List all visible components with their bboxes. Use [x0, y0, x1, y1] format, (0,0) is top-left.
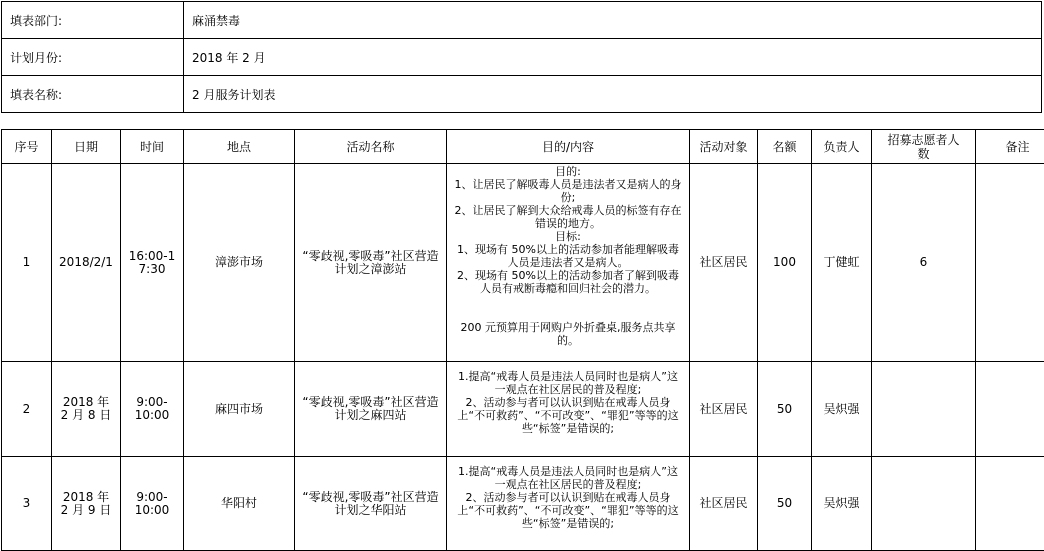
row-time	[121, 362, 184, 457]
table-row	[2, 362, 1044, 457]
row-note	[976, 457, 1044, 551]
form-name-label: 填表名称:	[2, 76, 184, 113]
row-seq: 2	[2, 362, 52, 457]
row-date-text: 2018 年 2 月 9 日	[52, 491, 120, 517]
row-time-text: 9:00-10:00	[121, 396, 183, 422]
content-line: 目标:	[453, 230, 683, 243]
row-note	[976, 362, 1044, 457]
header-date: 日期	[52, 130, 121, 164]
row-activity-text: “零歧视,零吸毒”社区营造计划之麻四站	[295, 396, 446, 422]
dept-value: 麻涌禁毒	[184, 2, 1042, 39]
header-volunteers-text: 招募志愿者人数	[872, 133, 975, 161]
form-name-row	[2, 76, 1042, 113]
row-quota: 50	[758, 362, 812, 457]
header-volunteers	[872, 130, 976, 164]
content-line: 2、活动参与者可以认识到贴在戒毒人员身上“不可救药”、“不可改变”、“罪犯”等等的这些“标签”是错误的;	[453, 491, 683, 530]
content-line: 1、现场有 50%以上的活动参加者能理解吸毒人员是违法者又是病人。	[453, 243, 683, 269]
row-target: 社区居民	[690, 457, 758, 551]
content-line: 1.提高“戒毒人员是违法人员同时也是病人”这一观点在社区居民的普及程度;	[453, 465, 683, 491]
row-target: 社区居民	[690, 164, 758, 362]
row-activity	[295, 164, 447, 362]
row-place: 华阳村	[184, 457, 295, 551]
row-time	[121, 457, 184, 551]
table-row	[2, 164, 1044, 362]
info-table	[1, 1, 1042, 113]
header-quota: 名额	[758, 130, 812, 164]
month-row	[2, 39, 1042, 76]
row-date	[52, 362, 121, 457]
form-name-value: 2 月服务计划表	[184, 76, 1042, 113]
dept-label: 填表部门:	[2, 2, 184, 39]
row-volunteers: 6	[872, 164, 976, 362]
row-date-text: 2018 年 2 月 8 日	[52, 396, 120, 422]
row-time-text: 9:00-10:00	[121, 491, 183, 517]
plan-table	[1, 129, 1044, 551]
row-seq: 1	[2, 164, 52, 362]
table-row	[2, 457, 1044, 551]
header-time: 时间	[121, 130, 184, 164]
row-activity-text: “零歧视,零吸毒”社区营造计划之华阳站	[295, 491, 446, 517]
row-note	[976, 164, 1044, 362]
content-line: 目的:	[453, 165, 683, 178]
row-place: 麻四市场	[184, 362, 295, 457]
row-quota: 100	[758, 164, 812, 362]
header-seq: 序号	[2, 130, 52, 164]
row-time-text: 16:00-17:30	[121, 250, 183, 276]
row-volunteers	[872, 362, 976, 457]
header-target-text: 活动对象	[690, 140, 757, 154]
header-target	[690, 130, 758, 164]
content-line: 2、活动参与者可以认识到贴在戒毒人员身上“不可救药”、“不可改变”、“罪犯”等等的这些“标签”是错误的;	[453, 396, 683, 435]
row-owner: 吴炽强	[812, 362, 872, 457]
row-content	[447, 362, 690, 457]
row-owner: 丁健虹	[812, 164, 872, 362]
content-line: 1.提高“戒毒人员是违法人员同时也是病人”这一观点在社区居民的普及程度;	[453, 370, 683, 396]
content-line: 2、让居民了解到大众给戒毒人员的标签有存在错误的地方。	[453, 204, 683, 230]
header-place: 地点	[184, 130, 295, 164]
header-activity: 活动名称	[295, 130, 447, 164]
row-time	[121, 164, 184, 362]
row-target: 社区居民	[690, 362, 758, 457]
row-content	[447, 457, 690, 551]
header-row	[2, 130, 1044, 164]
row-activity-text: “零歧视,零吸毒”社区营造计划之漳澎站	[295, 250, 446, 276]
month-label: 计划月份:	[2, 39, 184, 76]
row-content	[447, 164, 690, 362]
row-owner: 吴炽强	[812, 457, 872, 551]
row-date	[52, 457, 121, 551]
content-line: 1、让居民了解吸毒人员是违法者又是病人的身份;	[453, 178, 683, 204]
header-note: 备注	[976, 130, 1044, 164]
content-line: 200 元预算用于网购户外折叠桌,服务点共享的。	[453, 321, 683, 347]
content-line: 2、现场有 50%以上的活动参加者了解到吸毒人员有戒断毒瘾和回归社会的潜力。	[453, 269, 683, 295]
content-spacer	[453, 295, 683, 321]
row-date: 2018/2/1	[52, 164, 121, 362]
row-activity	[295, 362, 447, 457]
month-value: 2018 年 2 月	[184, 39, 1042, 76]
row-seq: 3	[2, 457, 52, 551]
row-activity	[295, 457, 447, 551]
row-quota: 50	[758, 457, 812, 551]
row-place: 漳澎市场	[184, 164, 295, 362]
header-purpose: 目的/内容	[447, 130, 690, 164]
dept-row	[2, 2, 1042, 39]
header-owner: 负责人	[812, 130, 872, 164]
row-volunteers	[872, 457, 976, 551]
